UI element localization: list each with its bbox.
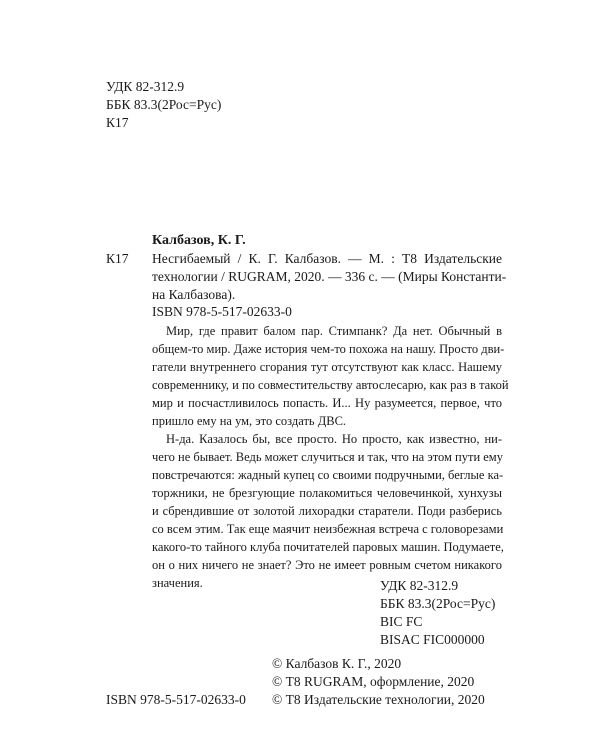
udk-code: УДК 82-312.9 [380,578,459,593]
author-mark: К17 [106,251,129,266]
copyright-line: © Т8 RUGRAM, оформление, 2020 [272,674,475,689]
header-codes [106,78,221,132]
udk-code: УДК 82-312.9 [106,79,185,94]
bib-line: на Калбазова). [152,287,236,302]
annotation-paragraph [152,430,502,592]
annotation-line: современнику, и по совместительству автослесарю, как раз в такой [152,378,509,392]
annotation-line: со всем этим. Так еще маячит неизбежная встреча с головорезами [152,522,504,536]
copyright-notices [272,655,485,709]
author-mark-code: К17 [106,115,129,130]
copyright-line: © Т8 Издательские технологии, 2020 [272,692,485,707]
copyright-line: © Калбазов К. Г., 2020 [272,656,402,671]
bisac-code: BISAC FIC000000 [380,632,485,647]
bib-line: Несгибаемый / К. Г. Калбазов. — М. : Т8 Издательские [152,251,502,266]
annotation-line: он о них ничего не знает? Это не имеет ровным счетом никакого [152,558,502,572]
bibliographic-description [152,250,507,304]
annotation-line: гатели внутреннего сгорания тут отсутствуют как класс. Нашему [152,360,502,374]
annotation-line: какого-то тайного клуба почитателей паровых машин. Подумаете, [152,540,504,554]
annotation-line: чего не бывает. Ведь может случиться и так, что на этом пути ему [152,450,503,464]
annotation [152,322,509,592]
bib-line: технологии / RUGRAM, 2020. — 336 с. — (Миры Константи- [152,269,507,284]
bbk-code: ББК 83.3(2Рос=Рус) [380,596,496,611]
bbk-code: ББК 83.3(2Рос=Рус) [106,97,222,112]
author-name: Калбазов, К. Г. [152,233,246,248]
annotation-line: пришло ему на ум, это создать ДВС. [152,414,347,428]
isbn-main: ISBN 978-5-517-02633-0 [152,304,292,319]
annotation-line: повстречаются: жадный купец со своими подручными, беглые ка- [152,468,504,482]
annotation-line: торжники, не брезгующие полакомиться человечинкой, хунхузы [152,486,502,500]
annotation-line: и сбрендившие от золотой лихорадки старатели. Поди разберись [152,504,502,518]
annotation-line: значения. [152,576,203,590]
annotation-line: Н-да. Казалось бы, все просто. Но просто, как известно, ни- [166,432,502,446]
annotation-paragraph [152,322,509,430]
isbn-bottom: ISBN 978-5-517-02633-0 [106,692,246,707]
annotation-line: общем-то мир. Даже история чем-то похожа на нашу. Просто дви- [152,342,505,356]
annotation-line: Мир, где правит балом пар. Стимпанк? Да нет. Обычный в [166,324,502,338]
bic-code: BIC FC [380,614,423,629]
classification-codes [380,577,495,649]
annotation-line: мир и посчастливилось попасть. И... Ну разумеется, первое, что [152,396,502,410]
